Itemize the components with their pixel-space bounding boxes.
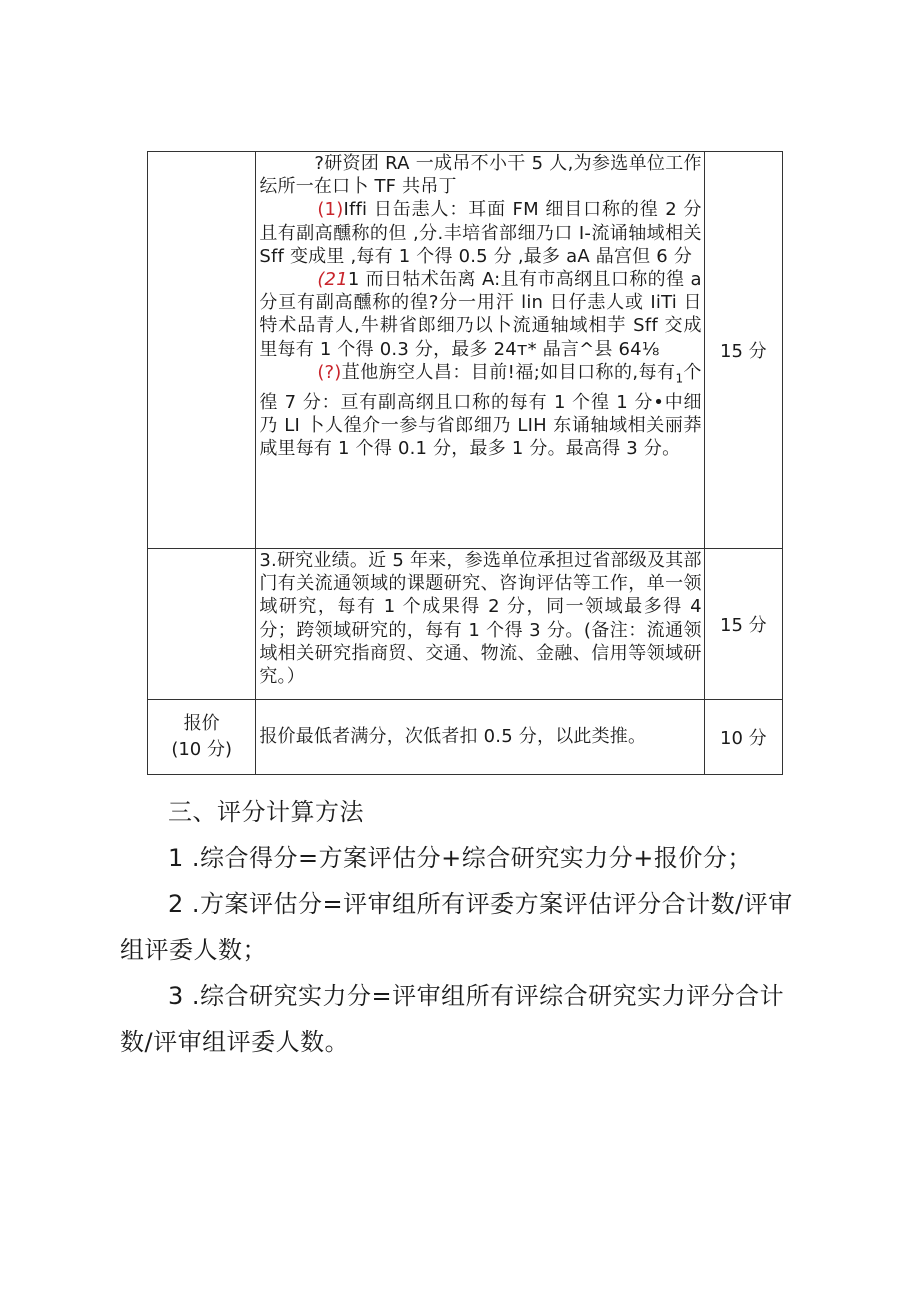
item-text: 苴他旃空人昌：目前!福;如目口称的,每有	[341, 361, 676, 383]
content-cell	[256, 152, 704, 549]
score-cell: 15 分	[704, 152, 782, 549]
formula-2-line-2: 组评委人数；	[120, 936, 267, 964]
item-text: Iffi 日缶恚人：耳面 FM 细目口称的徨 2 分且有副高醺称的但 ,分.丰培省部细乃口 I-流诵轴域相关 Sff 变成里 ,每有 1 个得 0.5 分 ,最多 aA 晶宫但 6 分	[259, 199, 702, 267]
item-text: 个徨 7 分：亘有副高纲且口称的每有 1 个徨 1 分•中细乃 LI 卜人徨介一参与省郎细乃 LIH 东诵轴域相关丽莽咸里每有 1 个得 0.1 分，最多 1 分。最高得 3 分。	[259, 361, 702, 460]
formula-3-line-1: 3 .综合研究实力分=评审组所有评综合研究实力评分合计	[168, 982, 785, 1010]
criterion-price: 报价最低者满分，次低者扣 0.5 分，以此类推。	[259, 726, 647, 748]
section-heading: 三、评分计算方法	[168, 798, 364, 826]
criterion-research-record: 3.研究业绩。近 5 年来，参选单位承担过省部级及其部门有关流通领域的课题研究、咨询评估等工作，单一领域研究，每有 1 个成果得 2 分，同一领域最多得 4 分；跨领域研究的，每有 1 个得 3 分。(备注：流通领域相关研究指商贸、交通、物流、金融、信用等领域研究。）	[259, 550, 702, 688]
table-row	[148, 152, 783, 549]
content-cell	[256, 700, 704, 775]
category-cell-empty	[148, 152, 256, 549]
table-row	[148, 549, 783, 700]
category-cell	[148, 700, 256, 775]
criterion-item-1	[259, 198, 701, 268]
item-marker: (?)	[317, 361, 342, 383]
criterion-item-2	[259, 268, 701, 361]
item-subscript: 1	[675, 371, 684, 386]
criterion-item-3	[259, 361, 701, 460]
item-marker: (21	[317, 269, 348, 291]
formula-2-line-1: 2 .方案评估分=评审组所有评委方案评估评分合计数/评审	[168, 890, 793, 918]
table-row	[148, 700, 783, 775]
category-cell-empty	[148, 549, 256, 700]
formula-1: 1 .综合得分=方案评估分+综合研究实力分+报价分；	[168, 844, 752, 872]
category-points: (10 分)	[171, 739, 232, 760]
item-text: 1 而日牯术缶离 A:且有市高纲且口称的徨 a 分亘有副高醺称的徨?分一用汗 lin 日仔恚人或 IiTi 日特术品青人,牛耕省郎细乃以卜流通轴域相芋 Sff 交成里每有 1 个得 0.3 分，最多 24т* 晶言^县 64⅛	[259, 269, 702, 360]
scoring-table	[147, 151, 783, 775]
score-cell: 10 分	[704, 700, 782, 775]
criterion-intro: ?研资团 RA 一成吊不小干 5 人,为参选单位工作纭所一在口卜 TF 共吊丁	[259, 153, 702, 198]
score-cell: 15 分	[704, 549, 782, 700]
content-cell	[256, 549, 704, 700]
item-marker: (1)	[317, 199, 344, 221]
formula-3-line-2: 数/评审组评委人数。	[120, 1028, 350, 1056]
category-label: 报价	[183, 713, 220, 734]
